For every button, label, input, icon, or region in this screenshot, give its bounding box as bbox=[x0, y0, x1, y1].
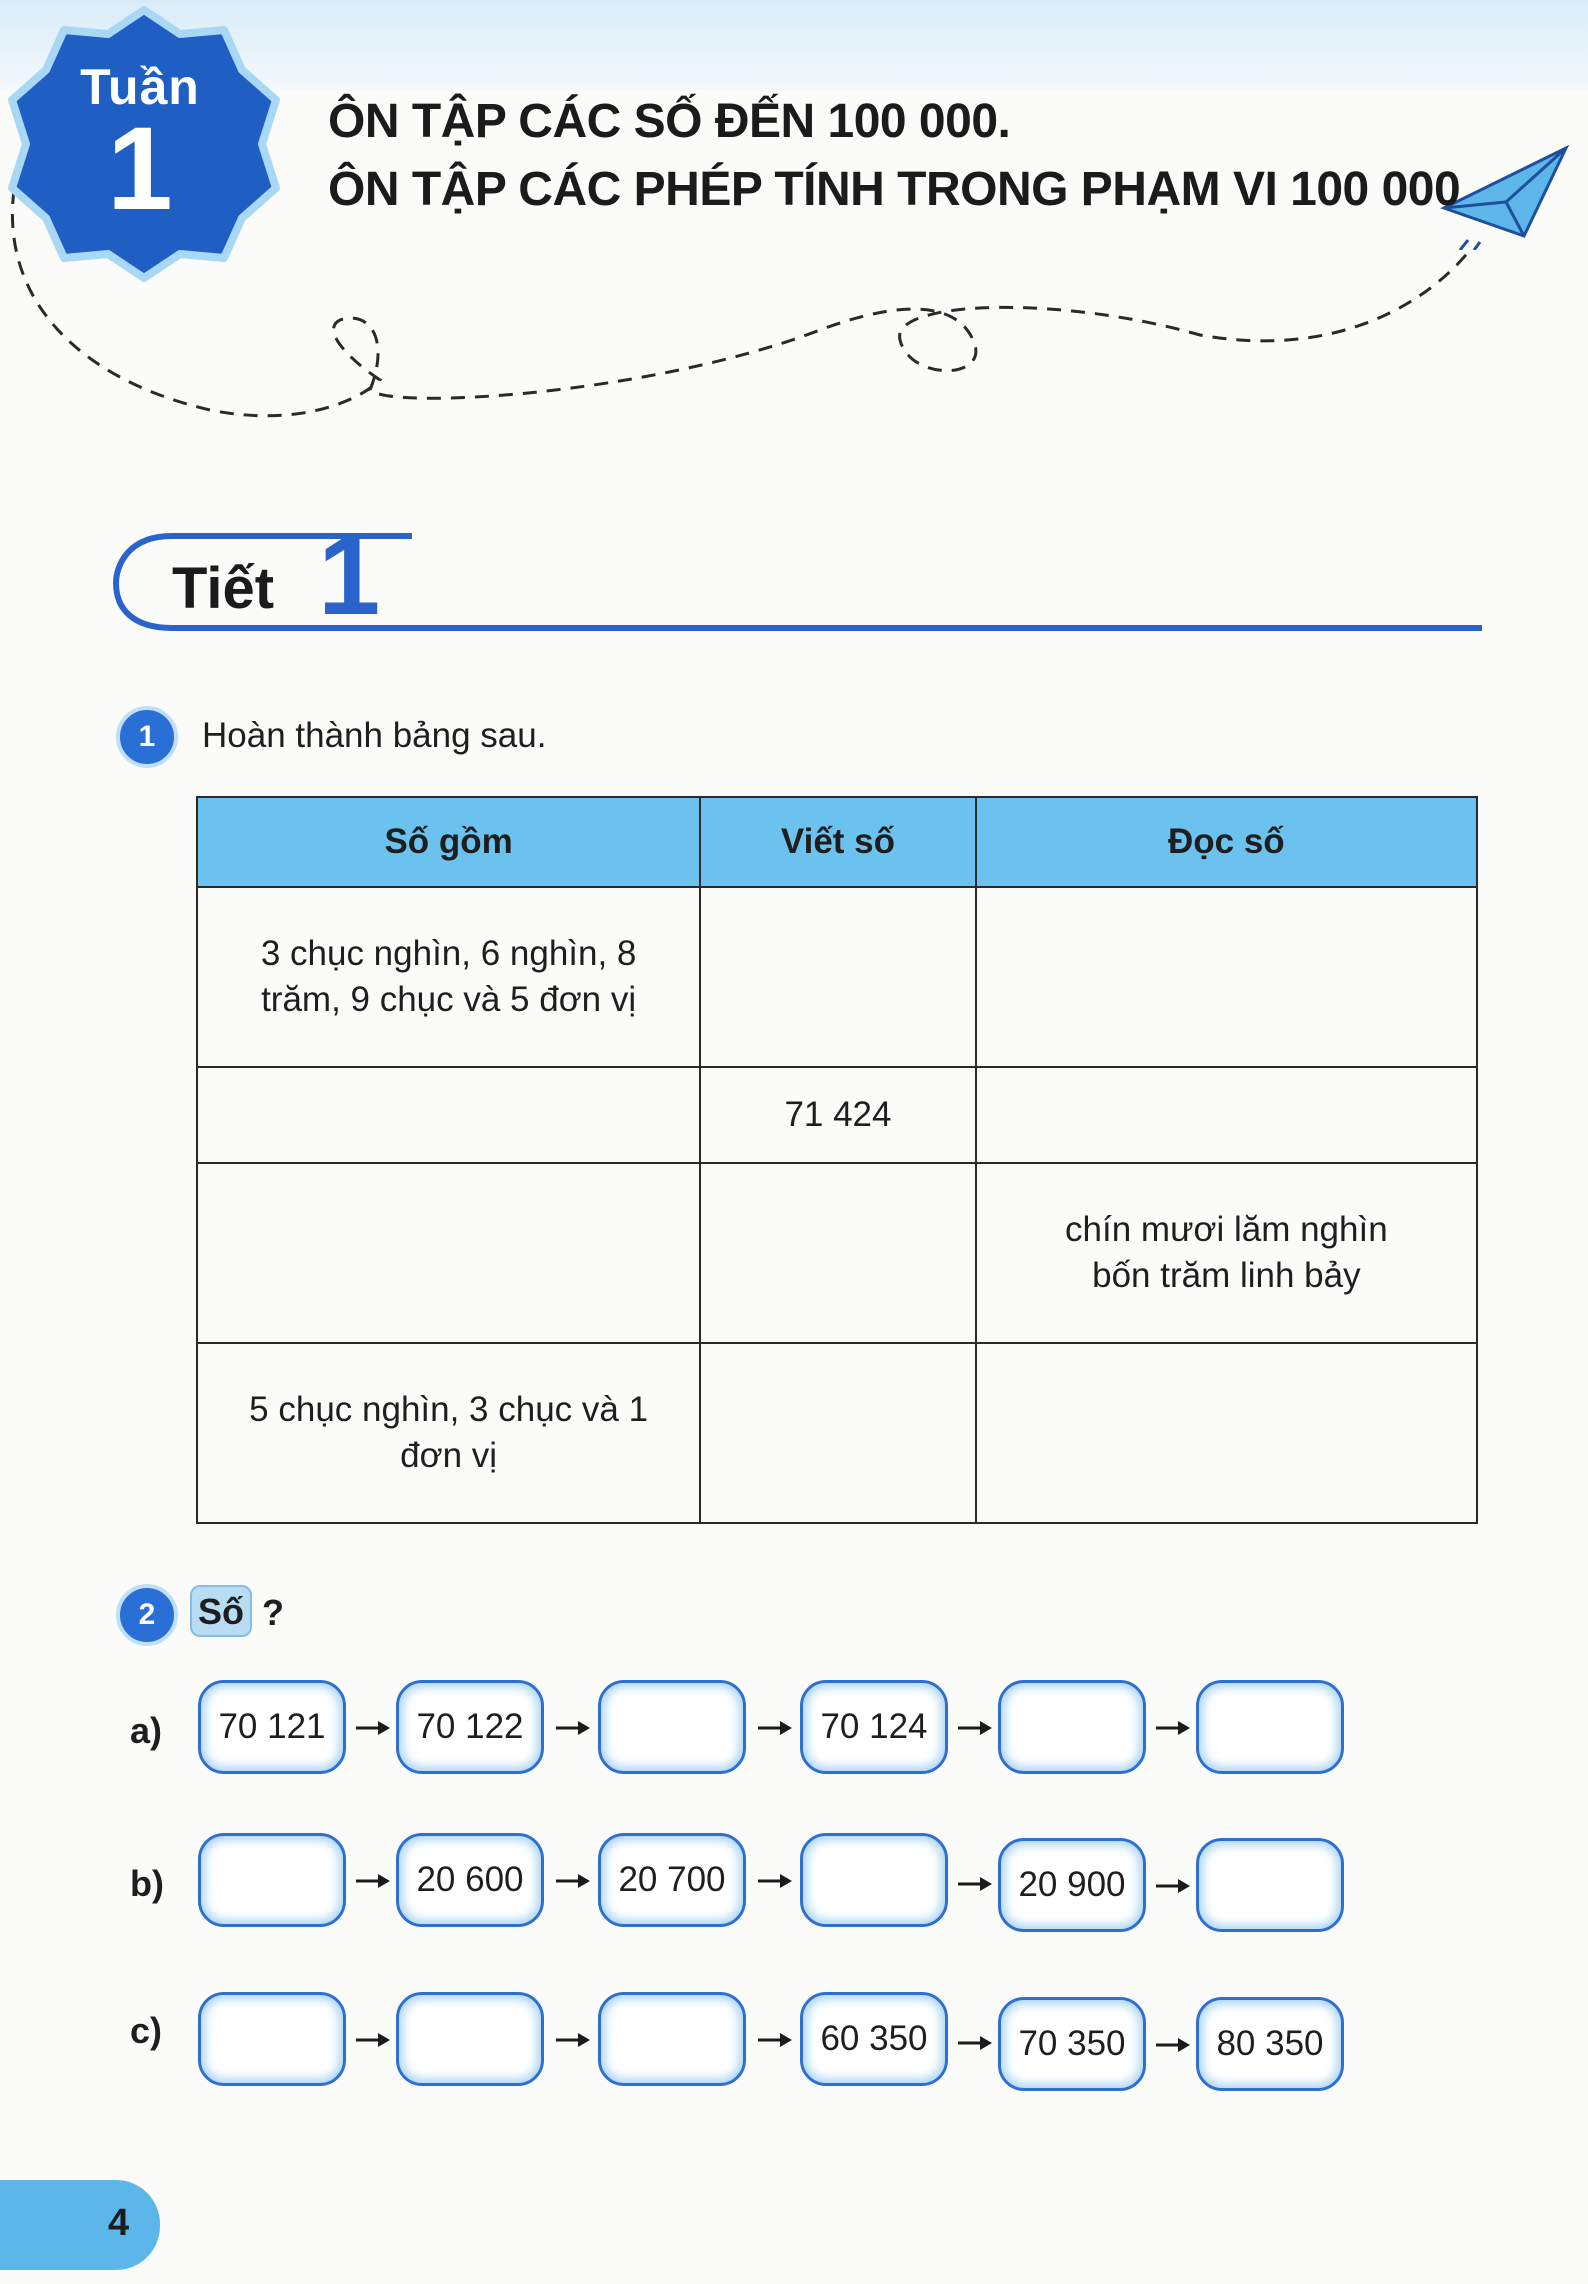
sequence-box[interactable] bbox=[800, 1833, 948, 1927]
header-reading: Đọc số bbox=[976, 797, 1477, 887]
sequence-box: 20 600 bbox=[396, 1833, 544, 1927]
arrow-right-icon bbox=[356, 2030, 390, 2050]
cell-reading[interactable] bbox=[976, 1067, 1477, 1163]
sequence-box[interactable] bbox=[198, 1833, 346, 1927]
cell-composition: 5 chục nghìn, 3 chục và 1 đơn vị bbox=[197, 1343, 700, 1523]
sequence-box: 80 350 bbox=[1196, 1997, 1344, 2091]
arrow-right-icon bbox=[1156, 2035, 1190, 2055]
sequence-box: 20 700 bbox=[598, 1833, 746, 1927]
arrow-right-icon bbox=[1156, 1718, 1190, 1738]
page-number-tab bbox=[0, 2180, 160, 2270]
lesson-label: Tiết bbox=[172, 556, 275, 621]
cell-reading: chín mươi lăm nghìn bốn trăm linh bảy bbox=[976, 1163, 1477, 1343]
arrow-right-icon bbox=[758, 2030, 792, 2050]
sequence-a-label: a) bbox=[130, 1710, 163, 1751]
sequence-box[interactable] bbox=[1196, 1838, 1344, 1932]
arrow-right-icon bbox=[356, 1718, 390, 1738]
cell-reading[interactable] bbox=[976, 1343, 1477, 1523]
sequence-box: 20 900 bbox=[998, 1838, 1146, 1932]
exercise-1-instruction: Hoàn thành bảng sau. bbox=[202, 716, 547, 755]
arrow-right-icon bbox=[356, 1871, 390, 1891]
cell-composition[interactable] bbox=[197, 1163, 700, 1343]
week-label: Tuần bbox=[80, 59, 200, 115]
lesson-number: 1 bbox=[318, 513, 381, 638]
sequence-box: 70 124 bbox=[800, 1680, 948, 1774]
cell-written: 71 424 bbox=[700, 1067, 975, 1163]
table-row bbox=[197, 1067, 1477, 1163]
arrow-right-icon bbox=[758, 1871, 792, 1891]
sequence-c-label: c) bbox=[130, 2010, 163, 2051]
table-row bbox=[197, 1163, 1477, 1343]
cell-written[interactable] bbox=[700, 1163, 975, 1343]
sequence-box: 70 350 bbox=[998, 1997, 1146, 2091]
header-written: Viết số bbox=[700, 797, 975, 887]
cell-composition: 3 chục nghìn, 6 nghìn, 8 trăm, 9 chục và 5 đơn vị bbox=[197, 887, 700, 1067]
number-table bbox=[196, 796, 1478, 1524]
arrow-right-icon bbox=[958, 2033, 992, 2053]
sequence-box[interactable] bbox=[598, 1992, 746, 2086]
cell-written[interactable] bbox=[700, 887, 975, 1067]
arrow-right-icon bbox=[556, 1718, 590, 1738]
sequence-box: 70 122 bbox=[396, 1680, 544, 1774]
arrow-right-icon bbox=[958, 1874, 992, 1894]
week-number: 1 bbox=[107, 103, 173, 235]
sequence-b-label: b) bbox=[130, 1863, 164, 1904]
sequence-box: 70 121 bbox=[198, 1680, 346, 1774]
arrow-right-icon bbox=[958, 1718, 992, 1738]
exercise-1-number: 1 bbox=[116, 706, 178, 768]
title-line-1: ÔN TẬP CÁC SỐ ĐẾN 100 000. bbox=[328, 95, 1011, 148]
sequence-box: 60 350 bbox=[800, 1992, 948, 2086]
header-composition: Số gồm bbox=[197, 797, 700, 887]
sequence-box[interactable] bbox=[396, 1992, 544, 2086]
exercise-2-number: 2 bbox=[116, 1584, 178, 1646]
page-title bbox=[328, 88, 1460, 224]
arrow-right-icon bbox=[556, 2030, 590, 2050]
page-number: 4 bbox=[108, 2202, 130, 2244]
table-row bbox=[197, 887, 1477, 1067]
sequence-box[interactable] bbox=[598, 1680, 746, 1774]
table-header-row bbox=[197, 797, 1477, 887]
cell-composition[interactable] bbox=[197, 1067, 700, 1163]
table-row bbox=[197, 1343, 1477, 1523]
sequence-box[interactable] bbox=[1196, 1680, 1344, 1774]
sequence-box[interactable] bbox=[998, 1680, 1146, 1774]
arrow-right-icon bbox=[556, 1871, 590, 1891]
title-line-2: ÔN TẬP CÁC PHÉP TÍNH TRONG PHẠM VI 100 000 bbox=[328, 163, 1461, 216]
exercise-2-question-mark: ? bbox=[262, 1592, 284, 1633]
cell-written[interactable] bbox=[700, 1343, 975, 1523]
sequence-box[interactable] bbox=[198, 1992, 346, 2086]
arrow-right-icon bbox=[758, 1718, 792, 1738]
cell-reading[interactable] bbox=[976, 887, 1477, 1067]
arrow-right-icon bbox=[1156, 1876, 1190, 1896]
exercise-2-label: Số bbox=[190, 1585, 252, 1637]
